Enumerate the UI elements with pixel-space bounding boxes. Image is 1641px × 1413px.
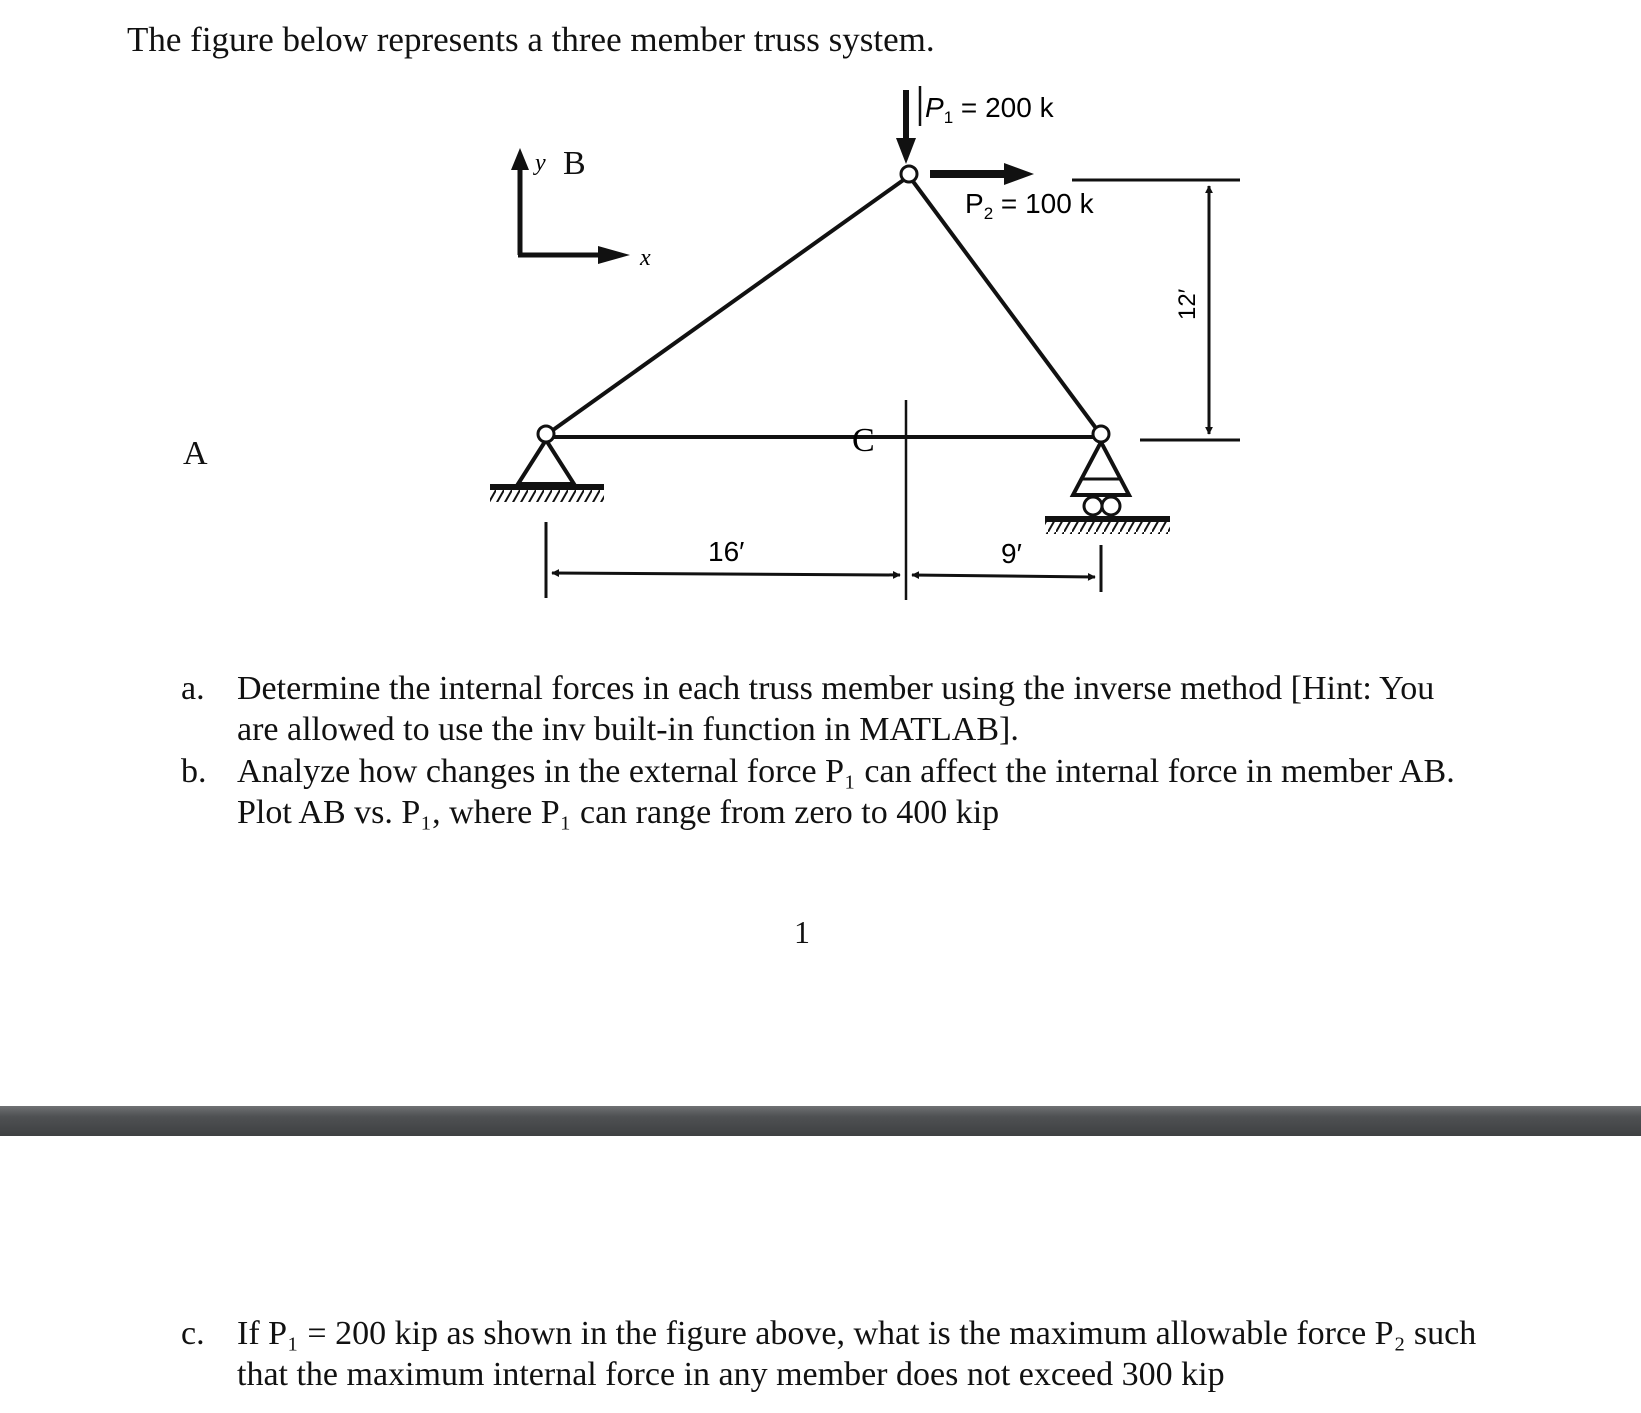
page-number: 1 <box>794 914 810 950</box>
dimension-horizontal <box>546 522 1101 598</box>
node-label-a: A <box>183 435 208 472</box>
label-c: C <box>852 422 875 459</box>
joint-left <box>538 426 554 442</box>
load-p1 <box>896 86 1055 164</box>
joint-top <box>901 166 917 182</box>
axis-x-label: x <box>640 245 651 271</box>
dim-right-label: 9′ <box>1001 538 1022 569</box>
member-left <box>546 176 909 435</box>
question-marker: a. <box>181 670 205 707</box>
question-line: Analyze how changes in the external force P₁ can affect the internal force in member AB. <box>237 753 1455 790</box>
question-line: that the maximum internal force in any member does not exceed 300 kip <box>237 1356 1225 1393</box>
question-marker: b. <box>181 753 207 790</box>
page-divider <box>0 1106 1641 1136</box>
dim-height-label: 12′ <box>1174 288 1201 320</box>
dimension-height <box>1072 180 1240 440</box>
node-label-b: B <box>563 145 586 182</box>
joint-right <box>1093 426 1109 442</box>
p1-label: $P_1 = 200$ k <box>925 92 1054 127</box>
axis-indicator <box>511 148 651 271</box>
centerline-mark <box>852 400 930 600</box>
pin-support <box>490 440 604 502</box>
question-line: Determine the internal forces in each truss member using the inverse method [Hint: You <box>237 670 1435 707</box>
question-line: are allowed to use the inv built-in function in MATLAB]. <box>237 711 1019 748</box>
axis-y-label: y <box>535 150 546 176</box>
roller-support <box>1045 442 1170 534</box>
dim-left-label: 16′ <box>708 536 745 567</box>
load-p2 <box>930 163 1095 223</box>
axis-y-arrowhead <box>511 148 529 170</box>
problem-title: The figure below represents a three member truss system. <box>127 20 935 59</box>
axis-x-arrowhead <box>598 246 630 264</box>
question-line: Plot AB vs. P₁, where P₁ can range from zero to 400 kip <box>237 794 1000 831</box>
p2-label: $P_2 = 100$ k <box>965 188 1094 223</box>
question-marker: c. <box>181 1315 205 1352</box>
question-line: If P₁ = 200 kip as shown in the figure above, what is the maximum allowable force P₂ such <box>237 1315 1477 1352</box>
